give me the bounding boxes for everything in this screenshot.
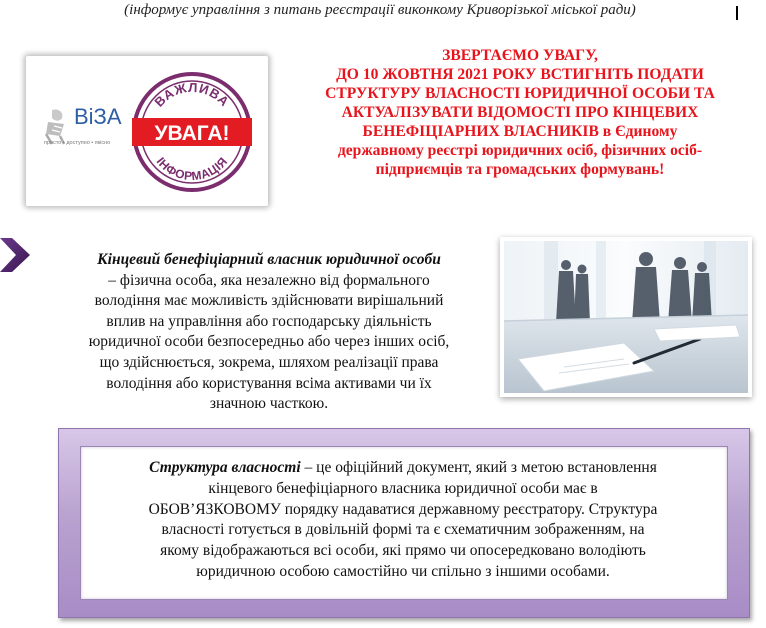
viza-logo [36, 96, 126, 166]
structure-text-5: якому відображаються всі особи, які прямо чи опосередковано володіють [160, 542, 646, 560]
structure-text-6: юридичною особою самостійно чи спільно з іншими особами. [196, 562, 610, 580]
stamp-top-text: ВАЖЛИВА [151, 79, 233, 110]
text-cursor [736, 6, 738, 20]
beneficiary-text-3: вплив на управління або господарську діяльність [106, 312, 432, 330]
beneficiary-term: Кінцевий бенефіціарний власник юридичної особи [97, 251, 441, 268]
chevron-right-icon [0, 238, 30, 272]
beneficiary-text-5: що здійснюється, зокрема, шляхом реалізації права [99, 353, 439, 371]
notice-line-1: ЗВЕРТАЄМО УВАГУ, [442, 47, 598, 64]
svg-text:ВАЖЛИВА [151, 80, 232, 110]
beneficiary-text-2: володіння має можливість здійснювати вирішальний [94, 292, 444, 310]
viza-brand-text: ВіЗА [74, 104, 122, 129]
structure-text-1: – це офіційний документ, який з метою встановлення [300, 459, 657, 476]
structure-term: Структура власності [149, 459, 301, 476]
notice-line-2: ДО 10 ЖОВТНЯ 2021 РОКУ ВСТИГНІТЬ ПОДАТИ [336, 66, 704, 83]
notice-line-4: АКТУАЛІЗУВАТИ ВІДОМОСТІ ПРО КІНЦЕВИХ [341, 104, 699, 121]
structure-text-3: ОБОВ’ЯЗКОВОМУ порядку надаватися державному реєстратору. Структура [148, 500, 658, 518]
stamp-center-text: УВАГА! [154, 122, 230, 145]
logo-panel [26, 56, 268, 206]
svg-text:ІНФОРМАЦІЯ [154, 154, 231, 183]
business-meeting-photo [504, 241, 748, 393]
beneficiary-text-7: значною часткою. [209, 395, 329, 413]
notice-line-6: державному реєстрі юридичних осіб, фізичних осіб- [337, 142, 703, 159]
notice-line-5b: в Єдиному [598, 123, 678, 140]
notice-line-3: СТРУКТУРУ ВЛАСНОСТІ ЮРИДИЧНОЇ ОСОБИ ТА [325, 85, 715, 102]
viza-tagline: просто • доступно • якісно [44, 140, 111, 146]
structure-text-4: власності готується в довільній формі та є схематичним зображенням, на [161, 521, 645, 539]
notice-heading [282, 46, 758, 179]
structure-text-2: кінцевого бенефіціарного власника юридичної особи має в [208, 479, 598, 497]
beneficiary-text-1: – фізична особа, яка незалежно від формального [108, 271, 430, 289]
beneficiary-definition [36, 250, 502, 415]
page-subtitle: (інформує управління з питань реєстрації виконкому Криворізької міської ради) [124, 2, 636, 18]
office-photo-frame [500, 237, 752, 397]
attention-stamp [130, 70, 254, 194]
structure-definition [86, 458, 720, 584]
beneficiary-text-4: юридичної особи безпосередньо або через інших осіб, [88, 333, 450, 351]
notice-line-5a: БЕНЕФІЦІАРНИХ ВЛАСНИКІВ [362, 123, 599, 140]
notice-line-5 [282, 122, 758, 141]
notice-line-7: підприємців та громадських формувань! [375, 161, 665, 178]
stamp-bottom-text: ІНФОРМАЦІЯ [153, 154, 231, 184]
beneficiary-text-6: володіння або користування всіма активами чи їх [106, 374, 432, 392]
